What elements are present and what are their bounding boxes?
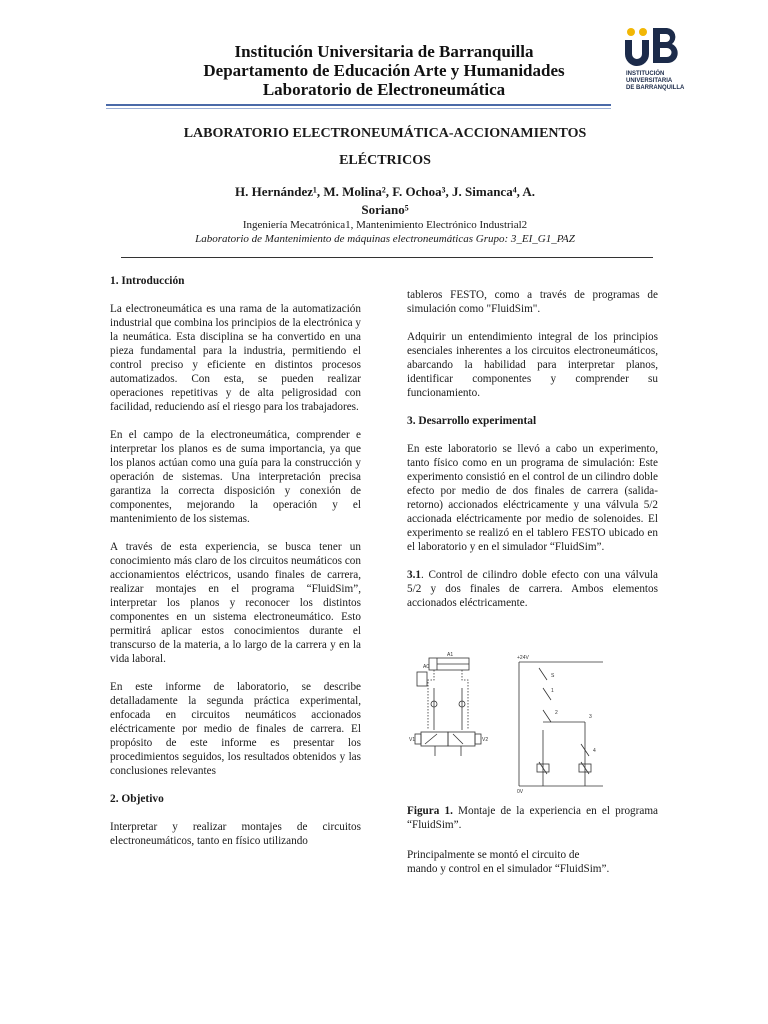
label-node-2: 2 xyxy=(555,710,558,716)
paper-affiliation xyxy=(140,218,630,246)
figure-caption-text: Montaje de la experiencia en el programa “FluidSim”. xyxy=(407,805,658,831)
label-v2: V2 xyxy=(482,737,489,743)
development-paragraph: En este laboratorio se llevó a cabo un experimento, tanto físico como en un programa de simulación: Este experimento consistió en el control de un cilindro doble efecto por medio de dos finales de carrera (salida-retorno) accionados eléctricamente y una válvula 5/2 accionada eléctricamente por medio de solenoides. El experimento se realizó en el tablero FESTO ubicado en el laboratorio y en el simulador “FluidSim”. xyxy=(407,443,658,553)
intro-paragraph-2: En el campo de la electroneumática, comprender e interpretar los planos es de suma importancia, ya que los planos actúan como una guía para la construcción y operación de sistemas. Una interpretación precisa garantiza la correcta disposición y conexión de componentes, mejorando la operación y el mantenimiento de los sistemas. xyxy=(110,429,361,525)
subsection-3-1 xyxy=(407,568,658,610)
subsection-number: 3.1 xyxy=(407,569,421,581)
switch-a0 xyxy=(543,688,551,700)
figure-label: Figura 1. xyxy=(407,805,453,817)
label-node-4: 4 xyxy=(593,748,596,754)
label-plus24v: +24V xyxy=(517,655,529,661)
label-node-3: 3 xyxy=(589,714,592,720)
logo-dot-left xyxy=(627,28,635,36)
paper-title: LABORATORIO ELECTRONEUMÁTICA-ACCIONAMIENTOS ELÉCTRICOS xyxy=(183,126,587,168)
objective-paragraph-continued: tableros FESTO, como a través de programas de simulación como "FluidSim". xyxy=(407,289,658,315)
title-divider xyxy=(121,257,653,258)
label-s: S xyxy=(551,673,555,679)
logo-b-letter xyxy=(653,28,678,63)
intro-paragraph-1: La electroneumática es una rama de la automatización industrial que combina los principios de la electrónica y la neumática. Esta disciplina se ha convertido en una pieza fundamental para la industria, permitiendo el control preciso y eficiente en distintos procesos automatizados. Con esta, se pueden realizar operaciones repetitivas y de alta peligrosidad con facilidad, reduciendo así el riesgo para los trabajadores. xyxy=(110,303,361,413)
solenoid-v2 xyxy=(475,734,481,744)
label-v1: V1 xyxy=(409,737,416,743)
label-0v: 0V xyxy=(517,789,524,795)
label-node-1: 1 xyxy=(551,688,554,694)
section-heading-development: 3. Desarrollo experimental xyxy=(407,415,537,427)
switch-a1 xyxy=(543,710,551,722)
objective-paragraph-1: Interpretar y realizar montajes de circuitos electroneumáticos, tanto en físico utilizando xyxy=(110,821,361,847)
final-paragraph: Principalmente se montó el circuito de mando y control en el simulador “FluidSim”. xyxy=(407,849,610,875)
logo-u-letter xyxy=(625,40,649,66)
logo-subtitle: INSTITUCIÓN UNIVERSITARIA DE BARRANQUILLA xyxy=(626,71,685,91)
left-column xyxy=(110,274,361,848)
section-heading-introduction: 1. Introducción xyxy=(110,275,185,287)
logo-dot-right xyxy=(639,28,647,36)
right-column xyxy=(407,288,658,610)
affiliation-group: Laboratorio de Mantenimiento de máquinas electroneumáticas Grupo: 3_EI_G1_PAZ xyxy=(195,233,575,245)
intro-paragraph-3: A través de esta experiencia, se busca tener un conocimiento más claro de los circuitos neumáticos con accionamientos eléctricos, usando finales de carrera, realizar montajes en el programa “FluidSim”, interpretar los planos y reconocer los distintos componentes en un sistema electroneumático. Esto permitirá aplicar estos conocimientos durante el transcurso de la materia, a lo largo de la carrera y en la vida laboral. xyxy=(110,541,361,665)
objective-paragraph-2: Adquirir un entendimiento integral de los principios esenciales inherentes a los circuitos electroneumáticos, abarcando la habilidad para interpretar planos, identificar componentes y comprender su funcionamiento. xyxy=(407,331,658,399)
label-a1: A1 xyxy=(447,652,454,658)
header-divider-secondary xyxy=(106,108,611,109)
figure-1-caption xyxy=(407,804,658,832)
institution-name: Institución Universitaria de Barranquilla xyxy=(234,42,534,61)
valve-5-2-right xyxy=(448,732,475,746)
lab-name: Laboratorio de Electroneumática xyxy=(262,80,506,99)
cylinder-support xyxy=(417,672,427,686)
subsection-text: . Control de cilindro doble efecto con una válvula 5/2 y dos finales de carrera. Ambos elementos accionados eléctricamente. xyxy=(407,569,658,609)
university-logo xyxy=(620,20,716,106)
section-heading-objective: 2. Objetivo xyxy=(110,793,164,805)
switch-s xyxy=(539,668,547,680)
fluidsim-circuit-diagram xyxy=(407,652,622,796)
solenoid-v1 xyxy=(415,734,421,744)
institution-heading xyxy=(150,42,618,99)
page-header xyxy=(0,0,768,110)
header-divider xyxy=(106,104,611,106)
department-name: Departamento de Educación Arte y Humanidades xyxy=(203,61,565,80)
affiliation-programs: Ingeniería Mecatrónica1, Mantenimiento Electrónico Industrial2 xyxy=(242,219,528,231)
paper-authors: H. Hernández¹, M. Molina², F. Ochoa³, J. Simanca⁴, A. Soriano⁵ xyxy=(234,184,536,217)
intro-paragraph-4: En este informe de laboratorio, se describe detalladamente la segunda práctica experimental, enfocada en circuitos neumáticos accionados eléctricamente por medio de finales de carrera. El propósito de este informe es presentar los procedimientos seguidos, los resultados obtenidos y las conclusiones relevantes xyxy=(110,681,361,777)
label-a0: A0 xyxy=(423,664,430,670)
